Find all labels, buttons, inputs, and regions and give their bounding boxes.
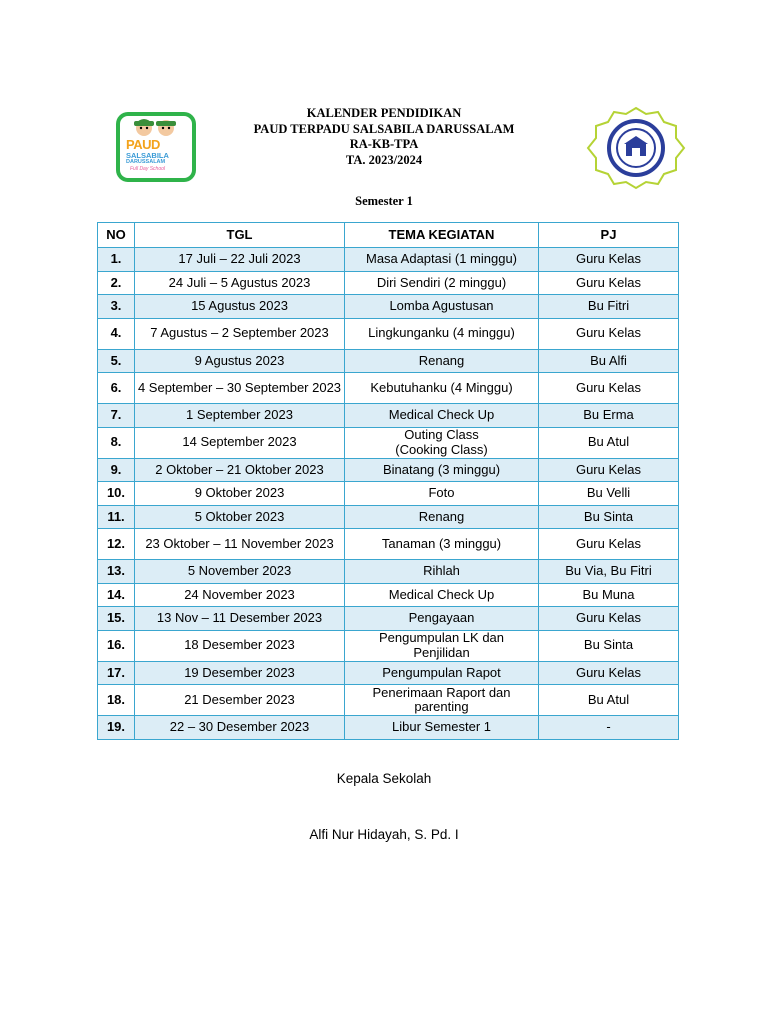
row-pj: Guru Kelas: [539, 248, 679, 272]
row-tgl: 15 Agustus 2023: [135, 295, 345, 319]
calendar-table: [97, 222, 679, 740]
row-tgl: 9 Agustus 2023: [135, 349, 345, 373]
row-pj: Bu Muna: [539, 583, 679, 607]
document-header: [0, 106, 768, 168]
row-pj: Guru Kelas: [539, 318, 679, 349]
row-tema: Masa Adaptasi (1 minggu): [345, 248, 539, 272]
row-pj: Bu Alfi: [539, 349, 679, 373]
paud-logo-line3: DARUSSALAM: [126, 159, 166, 165]
signature-name: Alfi Nur Hidayah, S. Pd. I: [309, 827, 459, 842]
row-pj: -: [539, 716, 679, 740]
row-tema: Pengumpulan Rapot: [345, 661, 539, 685]
row-no: 6.: [98, 373, 135, 404]
row-pj: Guru Kelas: [539, 661, 679, 685]
table-row: [98, 295, 679, 319]
row-pj: Bu Erma: [539, 404, 679, 428]
header-year: TA. 2023/2024: [345, 152, 423, 167]
header-tema: TEMA KEGIATAN: [345, 223, 539, 248]
table-row: [98, 630, 679, 661]
row-tema: Diri Sendiri (2 minggu): [345, 271, 539, 295]
row-tgl: 9 Oktober 2023: [135, 482, 345, 506]
header-school: PAUD TERPADU SALSABILA DARUSSALAM: [253, 121, 515, 136]
row-tema: Renang: [345, 349, 539, 373]
table-header-row: [98, 223, 679, 248]
row-tema: Tanaman (3 minggu): [345, 529, 539, 560]
table-row: [98, 248, 679, 272]
row-tgl: 13 Nov – 11 Desember 2023: [135, 607, 345, 631]
semester-label: Semester 1: [355, 194, 413, 208]
row-pj: Guru Kelas: [539, 607, 679, 631]
row-pj: Bu Velli: [539, 482, 679, 506]
row-tgl: 4 September – 30 September 2023: [135, 373, 345, 404]
row-no: 12.: [98, 529, 135, 560]
row-no: 19.: [98, 716, 135, 740]
row-no: 5.: [98, 349, 135, 373]
row-tgl: 5 Oktober 2023: [135, 505, 345, 529]
row-tema: Penerimaan Raport dan parenting: [345, 685, 539, 716]
row-tgl: 2 Oktober – 21 Oktober 2023: [135, 458, 345, 482]
row-pj: Bu Atul: [539, 685, 679, 716]
table-row: [98, 560, 679, 584]
row-tgl: 7 Agustus – 2 September 2023: [135, 318, 345, 349]
row-tgl: 23 Oktober – 11 November 2023: [135, 529, 345, 560]
row-no: 18.: [98, 685, 135, 716]
row-no: 8.: [98, 427, 135, 458]
row-no: 15.: [98, 607, 135, 631]
signature-title: Kepala Sekolah: [336, 771, 432, 786]
row-tema: Pengumpulan LK dan Penjilidan: [345, 630, 539, 661]
table-row: [98, 373, 679, 404]
row-pj: Bu Via, Bu Fitri: [539, 560, 679, 584]
row-no: 16.: [98, 630, 135, 661]
row-tgl: 22 – 30 Desember 2023: [135, 716, 345, 740]
row-no: 10.: [98, 482, 135, 506]
table-row: [98, 607, 679, 631]
row-pj: Guru Kelas: [539, 529, 679, 560]
row-pj: Bu Sinta: [539, 630, 679, 661]
row-tgl: 21 Desember 2023: [135, 685, 345, 716]
row-pj: Guru Kelas: [539, 373, 679, 404]
header-units: RA-KB-TPA: [349, 137, 419, 151]
table-row: [98, 271, 679, 295]
row-no: 1.: [98, 248, 135, 272]
row-tgl: 1 September 2023: [135, 404, 345, 428]
table-row: [98, 458, 679, 482]
row-tgl: 19 Desember 2023: [135, 661, 345, 685]
row-tgl: 24 November 2023: [135, 583, 345, 607]
row-no: 4.: [98, 318, 135, 349]
header-no: NO: [98, 223, 135, 248]
row-no: 13.: [98, 560, 135, 584]
header-pj: PJ: [539, 223, 679, 248]
row-tgl: 17 Juli – 22 Juli 2023: [135, 248, 345, 272]
row-tgl: 5 November 2023: [135, 560, 345, 584]
row-no: 7.: [98, 404, 135, 428]
row-pj: Bu Fitri: [539, 295, 679, 319]
table-row: [98, 583, 679, 607]
table-row: [98, 505, 679, 529]
table-row: [98, 318, 679, 349]
row-no: 17.: [98, 661, 135, 685]
row-no: 3.: [98, 295, 135, 319]
row-tema: Kebutuhanku (4 Minggu): [345, 373, 539, 404]
row-tema: Pengayaan: [345, 607, 539, 631]
table-row: [98, 349, 679, 373]
header-title: KALENDER PENDIDIKAN: [306, 106, 462, 120]
row-pj: Bu Atul: [539, 427, 679, 458]
row-tema: Medical Check Up: [345, 583, 539, 607]
table-row: [98, 404, 679, 428]
row-tema: Foto: [345, 482, 539, 506]
row-tema: Rihlah: [345, 560, 539, 584]
row-tema: Binatang (3 minggu): [345, 458, 539, 482]
table-row: [98, 482, 679, 506]
row-tema: Libur Semester 1: [345, 716, 539, 740]
table-row: [98, 661, 679, 685]
row-tema: Lomba Agustusan: [345, 295, 539, 319]
paud-logo-line2: SALSABILA: [126, 151, 169, 160]
row-tema: Lingkunganku (4 minggu): [345, 318, 539, 349]
row-tgl: 18 Desember 2023: [135, 630, 345, 661]
paud-logo-title: PAUD: [126, 137, 160, 152]
row-tema: Renang: [345, 505, 539, 529]
table-row: [98, 529, 679, 560]
header-tgl: TGL: [135, 223, 345, 248]
row-tgl: 14 September 2023: [135, 427, 345, 458]
table-row: [98, 685, 679, 716]
row-no: 14.: [98, 583, 135, 607]
row-tema: Outing Class (Cooking Class): [345, 427, 539, 458]
row-pj: Guru Kelas: [539, 271, 679, 295]
paud-logo-line4: Full Day School: [130, 166, 166, 172]
row-no: 11.: [98, 505, 135, 529]
row-tgl: 24 Juli – 5 Agustus 2023: [135, 271, 345, 295]
row-no: 9.: [98, 458, 135, 482]
row-tema: Medical Check Up: [345, 404, 539, 428]
table-row: [98, 716, 679, 740]
row-pj: Bu Sinta: [539, 505, 679, 529]
row-no: 2.: [98, 271, 135, 295]
row-pj: Guru Kelas: [539, 458, 679, 482]
table-row: [98, 427, 679, 458]
